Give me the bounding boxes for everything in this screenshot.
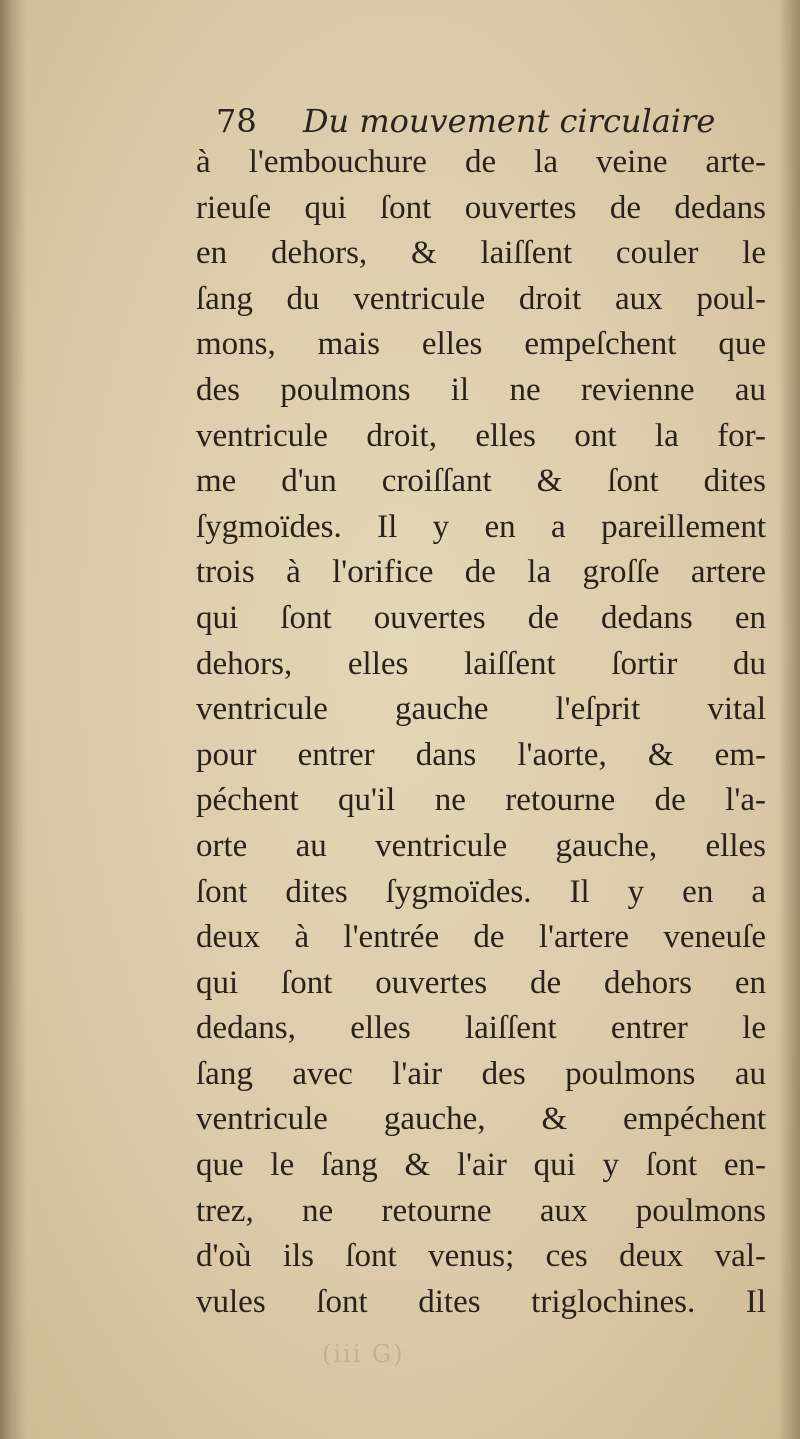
- text-line: ſygmoïdes. Il y en a pareillement: [196, 508, 766, 545]
- text-line: trez, ne retourne aux poulmons: [196, 1192, 766, 1229]
- text-line: orte au ventricule gauche, elles: [196, 827, 766, 864]
- text-line: trois à l'orifice de la groſſe artere: [196, 554, 766, 591]
- text-line: ſang du ventricule droit aux poul-: [196, 280, 766, 317]
- text-line: péchent qu'il ne retourne de l'a-: [196, 782, 766, 819]
- text-line: ſont dites ſygmoïdes. Il y en a: [196, 873, 766, 910]
- text-line: ſang avec l'air des poulmons au: [196, 1055, 766, 1092]
- text-line: dehors, elles laiſſent ſortir du: [196, 645, 766, 682]
- body-text: [196, 140, 766, 1325]
- running-head: [216, 98, 756, 144]
- text-line: ventricule gauche, & empéchent: [196, 1101, 766, 1138]
- text-line: à l'embouchure de la veine arte-: [196, 144, 766, 180]
- text-line: vules ſont dites triglochines. Il: [196, 1283, 766, 1320]
- page-number: 78: [216, 102, 257, 140]
- text-line: ventricule droit, elles ont la for-: [196, 417, 766, 454]
- text-line: d'où ils ſont venus; ces deux val-: [196, 1238, 766, 1275]
- running-head-title: Du mouvement circulaire: [302, 102, 716, 140]
- text-line: des poulmons il ne revienne au: [196, 371, 766, 408]
- page-edge-shadow: [778, 0, 800, 1439]
- text-line: ventricule gauche l'eſprit vital: [196, 691, 766, 728]
- text-line: qui ſont ouvertes de dehors en: [196, 964, 766, 1001]
- text-line: me d'un croiſſant & ſont dites: [196, 463, 766, 500]
- text-line: que le ſang & l'air qui y ſont en-: [196, 1147, 766, 1184]
- text-line: deux à l'entrée de l'artere veneuſe: [196, 919, 766, 956]
- text-line: qui ſont ouvertes de dedans en: [196, 599, 766, 636]
- text-line: pour entrer dans l'aorte, & em-: [196, 736, 766, 773]
- text-line: mons, mais elles empeſchent que: [196, 326, 766, 363]
- bleed-through-signature: (iii G): [322, 1340, 405, 1368]
- text-line: en dehors, & laiſſent couler le: [196, 235, 766, 272]
- text-line: rieuſe qui ſont ouvertes de dedans: [196, 189, 766, 226]
- text-line: dedans, elles laiſſent entrer le: [196, 1010, 766, 1047]
- page-binding-shadow: [0, 0, 26, 1439]
